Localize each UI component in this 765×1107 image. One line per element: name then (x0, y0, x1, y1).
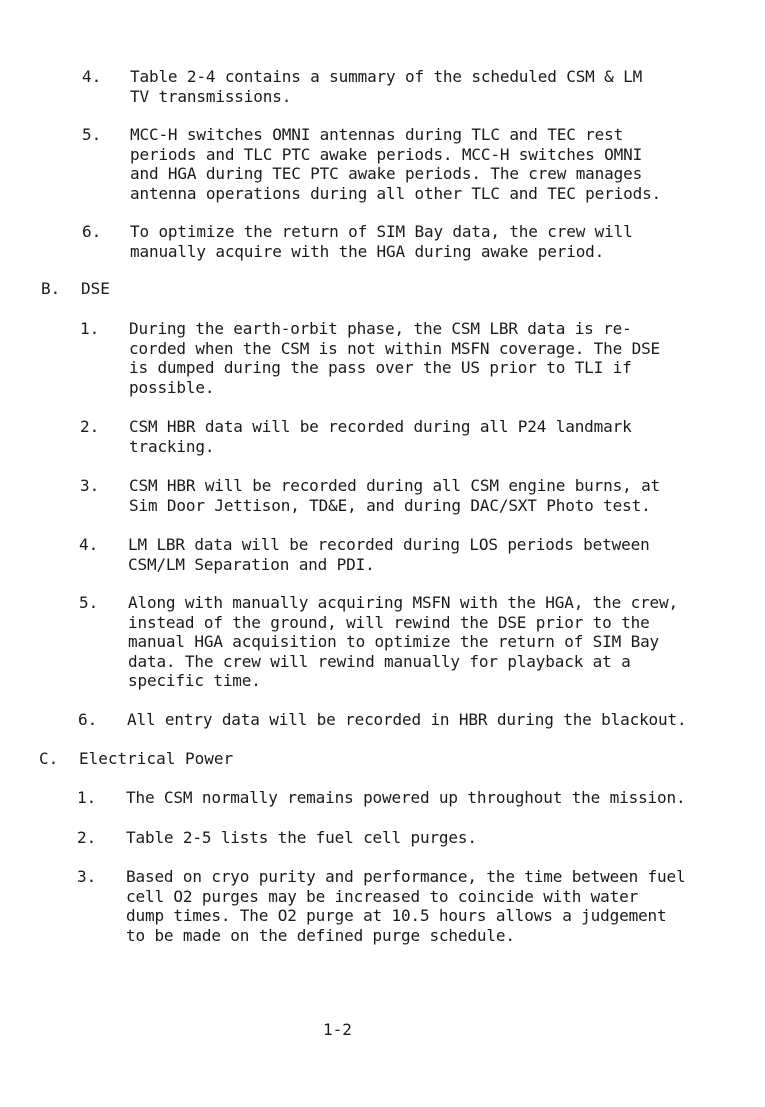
item-number: 6. (78, 710, 98, 729)
item-number: 1. (80, 319, 100, 338)
section-letter: C. (39, 749, 59, 768)
part-a-item-6 (82, 222, 633, 261)
section-title: Electrical Power (79, 749, 234, 768)
item-text: The CSM normally remains powered up throughout the mission. (126, 788, 686, 807)
item-number: 3. (80, 476, 100, 495)
item-text: Table 2-4 contains a summary of the scheduled CSM & LM TV transmissions. (130, 67, 643, 106)
item-number: 2. (77, 828, 97, 847)
section-b-item-2 (80, 417, 632, 456)
section-c-item-1 (77, 788, 686, 808)
item-text: All entry data will be recorded in HBR during the blackout. (127, 710, 687, 729)
section-b-item-1 (80, 319, 660, 397)
item-number: 5. (82, 125, 102, 144)
item-text: MCC-H switches OMNI antennas during TLC and TEC rest periods and TLC PTC awake periods. MCC-H switches OMNI and HGA during TEC PTC awake periods. The crew manages antenna operations during all other TLC and TEC periods. (130, 125, 662, 203)
section-c-heading (39, 749, 233, 769)
item-number: 4. (82, 67, 102, 86)
section-b-heading (41, 279, 110, 299)
item-text: Based on cryo purity and performance, the time between fuel cell O2 purges may be increased to coincide with water dump times. The O2 purge at 10.5 hours allows a judgement to be made on the defined purge schedule. (126, 867, 686, 945)
section-b-item-4 (79, 535, 650, 574)
item-number: 2. (80, 417, 100, 436)
item-text: To optimize the return of SIM Bay data, the crew will manually acquire with the HGA during awake period. (130, 222, 633, 261)
item-number: 5. (79, 593, 99, 612)
part-a-item-5 (82, 125, 661, 203)
item-text: Along with manually acquiring MSFN with the HGA, the crew, instead of the ground, will rewind the DSE prior to the manual HGA acquisition to optimize the return of SIM Bay data. The crew will rewind manually for playback at a specific time. (128, 593, 679, 690)
section-title: DSE (81, 279, 110, 298)
item-text: Table 2-5 lists the fuel cell purges. (126, 828, 477, 847)
item-number: 1. (77, 788, 97, 807)
section-letter: B. (41, 279, 61, 298)
item-text: LM LBR data will be recorded during LOS periods between CSM/LM Separation and PDI. (128, 535, 650, 574)
item-text: CSM HBR will be recorded during all CSM engine burns, at Sim Door Jettison, TD&E, and during DAC/SXT Photo test. (129, 476, 661, 515)
item-text: CSM HBR data will be recorded during all P24 landmark tracking. (129, 417, 632, 456)
item-number: 6. (82, 222, 102, 241)
page-number: 1-2 (323, 1020, 352, 1039)
section-c-item-3 (77, 867, 686, 945)
section-b-item-3 (80, 476, 660, 515)
part-a-item-4 (82, 67, 642, 106)
section-c-item-2 (77, 828, 477, 848)
section-b-item-6 (78, 710, 687, 730)
item-number: 3. (77, 867, 97, 886)
section-b-item-5 (79, 593, 678, 691)
item-number: 4. (79, 535, 99, 554)
item-text: During the earth-orbit phase, the CSM LBR data is re- corded when the CSM is not within MSFN coverage. The DSE is dumped during the pass over the US prior to TLI if possible. (129, 319, 661, 397)
